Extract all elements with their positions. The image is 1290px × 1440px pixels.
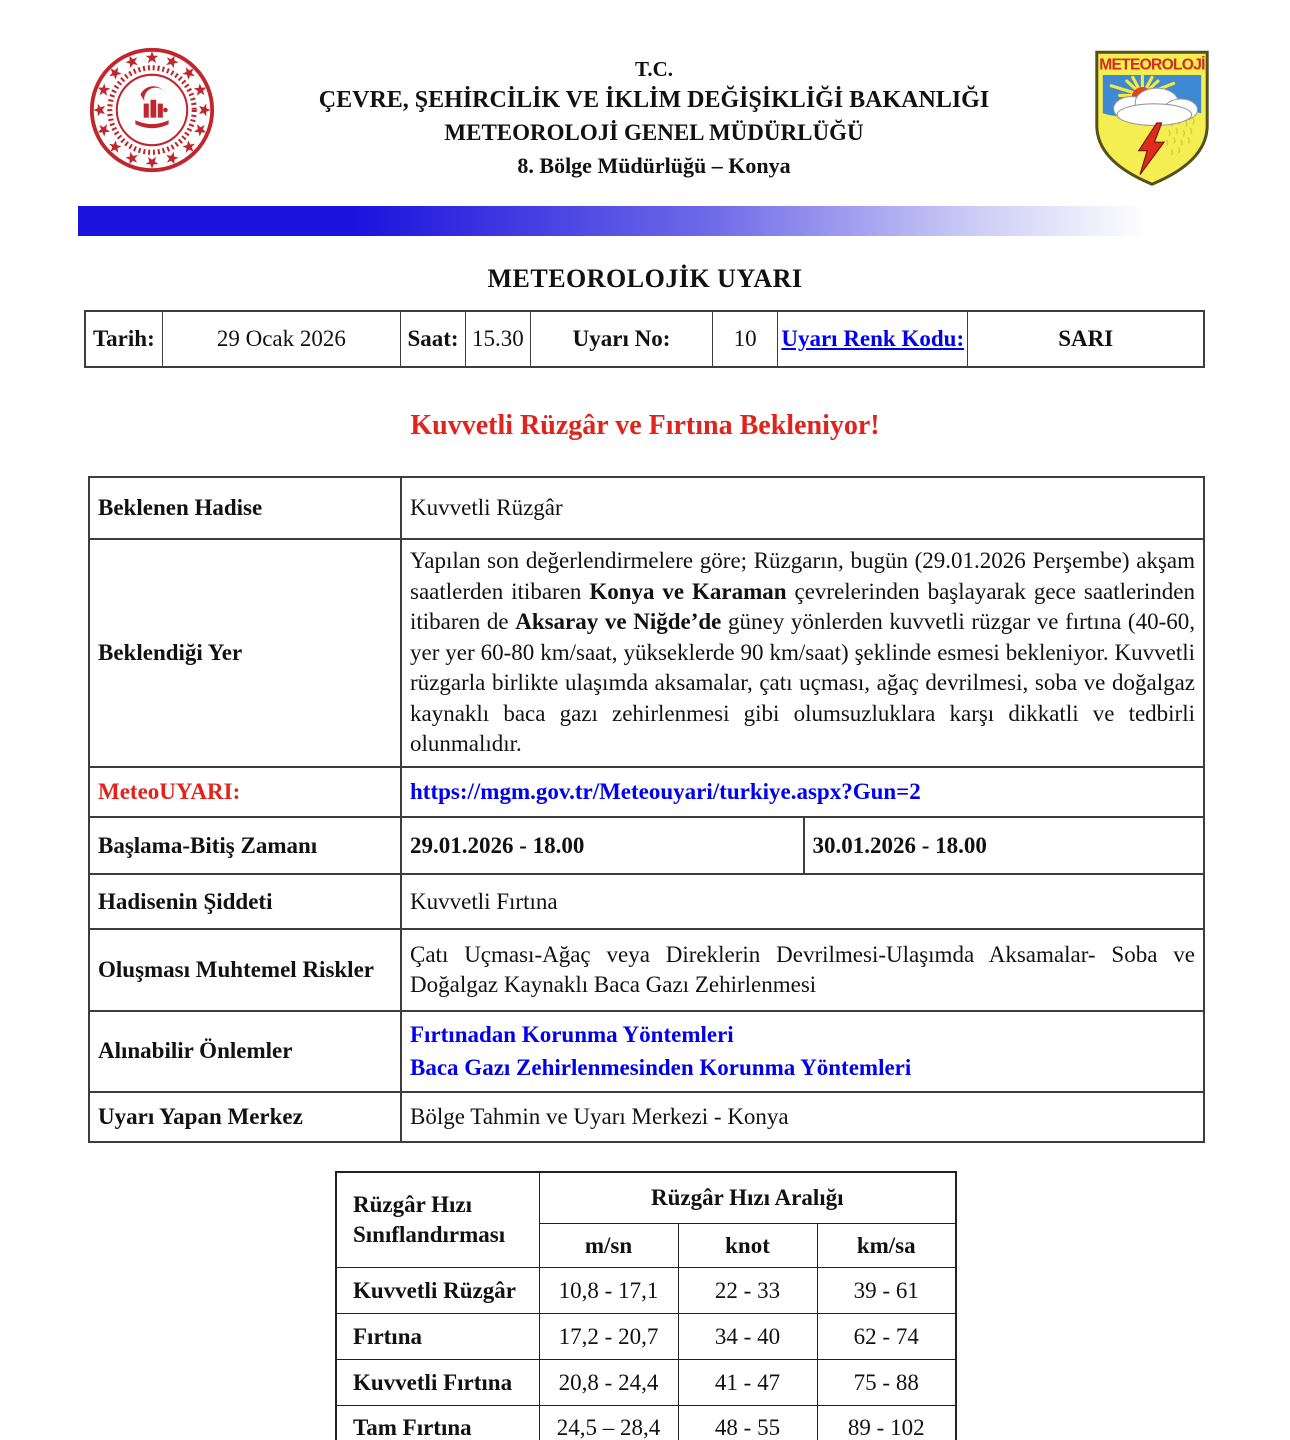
wind-range-header: Rüzgâr Hızı Aralığı bbox=[539, 1172, 956, 1224]
onlemler-links bbox=[401, 1011, 1204, 1092]
header-tc: T.C. bbox=[634, 57, 674, 81]
wind-class-name: Kuvvetli Rüzgâr bbox=[336, 1268, 539, 1314]
table-row bbox=[89, 817, 1204, 874]
wind-class-name: Kuvvetli Fırtına bbox=[336, 1360, 539, 1406]
saat-label: Saat: bbox=[401, 311, 466, 367]
kmsa-value: 62 - 74 bbox=[817, 1314, 956, 1360]
riskler-value: Çatı Uçması-Ağaç veya Direklerin Devrilmesi-Ulaşımda Aksamalar- Soba ve Doğalgaz Kaynaklı Baca Gazı Zehirlenmesi bbox=[401, 929, 1204, 1011]
firtina-korunma-link[interactable]: Fırtınadan Korunma Yöntemleri bbox=[410, 1022, 734, 1048]
table-row bbox=[89, 874, 1204, 929]
table-row bbox=[336, 1406, 956, 1440]
wind-class-name: Fırtına bbox=[336, 1314, 539, 1360]
meteoroloji-shield-logo bbox=[1092, 46, 1212, 188]
baslama-bitis-label: Başlama-Bitiş Zamanı bbox=[89, 817, 401, 874]
shield-title-text: METEOROLOJİ bbox=[1099, 56, 1205, 74]
tarih-value: 29 Ocak 2026 bbox=[162, 311, 400, 367]
knot-value: 34 - 40 bbox=[678, 1314, 817, 1360]
table-row bbox=[89, 1011, 1204, 1092]
msn-value: 24,5 – 28,4 bbox=[539, 1406, 678, 1440]
ministry-seal-logo bbox=[88, 46, 216, 174]
bold-provinces-1: Konya ve Karaman bbox=[589, 578, 787, 604]
uyari-no-value: 10 bbox=[713, 311, 778, 367]
beklenen-hadise-label: Beklenen Hadise bbox=[89, 477, 401, 539]
table-row bbox=[89, 767, 1204, 817]
meteouyari-label: MeteoUYARI: bbox=[89, 767, 401, 817]
header-directorate: METEOROLOJİ GENEL MÜDÜRLÜĞÜ bbox=[444, 119, 864, 145]
unit-msn-header: m/sn bbox=[539, 1224, 678, 1268]
baslama-bitis-values bbox=[401, 817, 1204, 874]
siddet-label: Hadisenin Şiddeti bbox=[89, 874, 401, 929]
renk-kodu-value: SARI bbox=[968, 311, 1204, 367]
header-region: 8. Bölge Müdürlüğü – Konya bbox=[517, 153, 791, 179]
baca-gazi-korunma-link[interactable]: Baca Gazı Zehirlenmesinden Korunma Yöntemleri bbox=[410, 1055, 912, 1081]
knot-value: 48 - 55 bbox=[678, 1406, 817, 1440]
unit-knot-header: knot bbox=[678, 1224, 817, 1268]
wind-speed-classification-table bbox=[335, 1171, 957, 1440]
knot-value: 22 - 33 bbox=[678, 1268, 817, 1314]
beklendigi-yer-paragraph bbox=[401, 539, 1204, 767]
meteouyari-url-link[interactable]: https://mgm.gov.tr/Meteouyari/turkiye.aspx?Gun=2 bbox=[410, 779, 921, 805]
merkez-label: Uyarı Yapan Merkez bbox=[89, 1092, 401, 1142]
paragraph-segment: Yapılan son değerlendirmelere göre; Rüzgarın, bugün (29.01.2026 Perşembe) akşam saatlerden itibaren bbox=[410, 548, 1195, 604]
kmsa-value: 75 - 88 bbox=[817, 1360, 956, 1406]
beklendigi-yer-label: Beklendiği Yer bbox=[89, 539, 401, 767]
beklenen-hadise-value: Kuvvetli Rüzgâr bbox=[401, 477, 1204, 539]
section-title: METEOROLOJİK UYARI bbox=[487, 264, 803, 293]
header-ministry: ÇEVRE, ŞEHİRCİLİK VE İKLİM DEĞİŞİKLİĞİ BAKANLIĞI bbox=[318, 87, 990, 114]
table-row bbox=[89, 929, 1204, 1011]
alert-title: Kuvvetli Rüzgâr ve Fırtına Bekleniyor! bbox=[410, 410, 880, 441]
bold-provinces-2: Aksaray ve Niğde’de bbox=[515, 609, 722, 635]
table-row bbox=[89, 477, 1204, 539]
tarih-label: Tarih: bbox=[85, 311, 162, 367]
saat-value: 15.30 bbox=[465, 311, 530, 367]
unit-kmsa-header: km/sa bbox=[817, 1224, 956, 1268]
uyari-no-label: Uyarı No: bbox=[530, 311, 712, 367]
knot-value: 41 - 47 bbox=[678, 1360, 817, 1406]
kmsa-value: 39 - 61 bbox=[817, 1268, 956, 1314]
siddet-value: Kuvvetli Fırtına bbox=[401, 874, 1204, 929]
header-titles bbox=[216, 46, 1092, 180]
onlemler-label: Alınabilir Önlemler bbox=[89, 1011, 401, 1092]
msn-value: 17,2 - 20,7 bbox=[539, 1314, 678, 1360]
merkez-value: Bölge Tahmin ve Uyarı Merkezi - Konya bbox=[401, 1092, 1204, 1142]
warning-info-strip bbox=[84, 310, 1205, 368]
blue-gradient-divider bbox=[78, 206, 1228, 236]
bitis-value: 30.01.2026 - 18.00 bbox=[803, 818, 1204, 873]
kmsa-value: 89 - 102 bbox=[817, 1406, 956, 1440]
paragraph-segment: çevrelerinden başlayarak gece saatlerinden itibaren de bbox=[410, 578, 1195, 635]
table-row bbox=[336, 1360, 956, 1406]
msn-value: 10,8 - 17,1 bbox=[539, 1268, 678, 1314]
table-row bbox=[89, 539, 1204, 767]
riskler-label: Oluşması Muhtemel Riskler bbox=[89, 929, 401, 1011]
table-row bbox=[336, 1314, 956, 1360]
paragraph-segment: güney yönlerden kuvvetli rüzgar ve fırtına (40-60, yer yer 60-80 km/saat, yükseklerde 90 km/saat) şeklinde esmesi bekleniyor. Kuvvetli rüzgarla birlikte ulaşımda aksamalar, çatı uçması, ağaç devrilmesi, soba ve doğalgaz kaynaklı baca gazı zehirlenmesi gibi olumsuzluklara karşı dikkatli ve tedbirli olunmalıdır. bbox=[410, 609, 1195, 757]
document-header bbox=[0, 0, 1290, 188]
table-row bbox=[89, 1092, 1204, 1142]
baslama-value: 29.01.2026 - 18.00 bbox=[410, 832, 585, 858]
wind-class-name: Tam Fırtına bbox=[336, 1406, 539, 1440]
msn-value: 20,8 - 24,4 bbox=[539, 1360, 678, 1406]
wind-class-header: Rüzgâr Hızı Sınıflandırması bbox=[336, 1172, 539, 1268]
table-row bbox=[336, 1268, 956, 1314]
renk-kodu-link[interactable]: Uyarı Renk Kodu: bbox=[781, 326, 965, 351]
warning-details-table bbox=[88, 476, 1205, 1143]
